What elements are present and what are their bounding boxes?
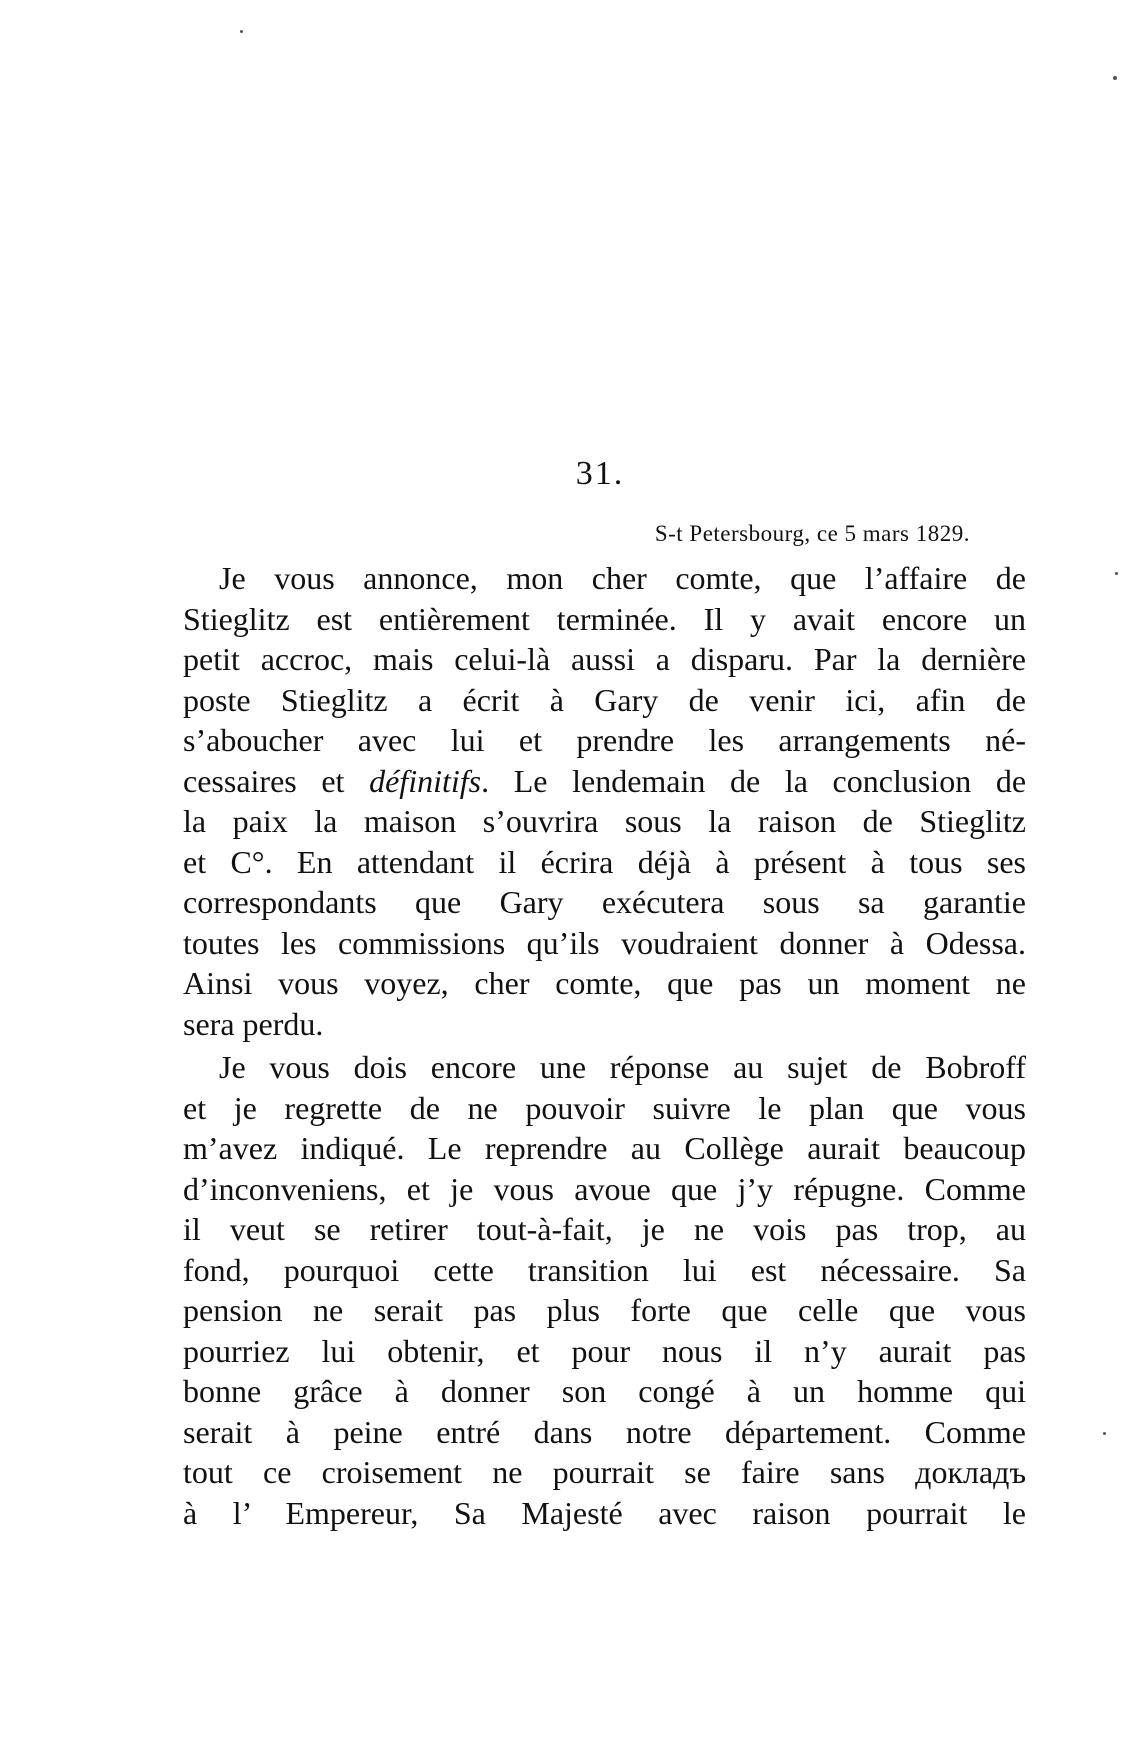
text-line: bonne grâce à donner son congé à un homme qui — [183, 1373, 1026, 1409]
scan-speck — [1113, 76, 1117, 80]
text-line: et je regrette de ne pouvoir suivre le plan que vous — [183, 1089, 1026, 1126]
text-line: il veut se retirer tout-à-fait, je ne vois pas trop, au — [183, 1211, 1026, 1247]
letter-number: 31. — [575, 455, 625, 492]
text-line: et C°. En attendant il écrira déjà à présent à tous ses — [183, 843, 1026, 880]
text-line: Je vous annonce, mon cher comte, que l’affaire de — [219, 560, 1026, 596]
text-line: toutes les commissions qu’ils voudraient donner à Odessa. — [183, 924, 1026, 961]
text-line: tout ce croisement ne pourrait se faire sans докладъ — [183, 1454, 1026, 1490]
text-line: Stieglitz est entièrement terminée. Il y avait encore un — [183, 600, 1026, 637]
text-line: correspondants que Gary exécutera sous sa garantie — [183, 884, 1026, 920]
text-line: sera perdu. — [183, 1005, 324, 1042]
text-line: Ainsi vous voyez, cher comte, que pas un moment ne — [183, 965, 1026, 1001]
scan-speck — [1115, 572, 1118, 575]
text-line: Je vous dois encore une réponse au sujet de Bobroff — [219, 1049, 1026, 1085]
text-segment: . Le lendemain de la conclusion de — [481, 762, 1026, 799]
text-segment: cessaires et — [183, 762, 345, 799]
text-line: d’inconveniens, et je vous avoue que j’y répugne. Comme — [183, 1170, 1026, 1207]
text-line: pourriez lui obtenir, et pour nous il n’y aurait pas — [183, 1332, 1026, 1369]
italic-word: définitifs — [369, 762, 482, 799]
text-line: fond, pourquoi cette transition lui est nécessaire. Sa — [183, 1251, 1026, 1288]
text-line: s’aboucher avec lui et prendre les arrangements né- — [183, 722, 1026, 758]
text-line: m’avez indiqué. Le reprendre au Collège aurait beaucoup — [183, 1130, 1026, 1166]
text-line: poste Stieglitz a écrit à Gary de venir ici, afin de — [183, 681, 1026, 718]
text-line: serait à peine entré dans notre département. Comme — [183, 1413, 1026, 1450]
scan-speck — [240, 30, 243, 33]
text-line: petit accroc, mais celui-là aussi a disparu. Par la dernière — [183, 641, 1026, 677]
dateline: S-t Petersbourg, ce 5 mars 1829. — [654, 521, 970, 546]
text-line: à l’ Empereur, Sa Majesté avec raison pourrait le — [183, 1494, 1026, 1531]
scan-speck — [1103, 1432, 1106, 1435]
text-line-mixed — [183, 761, 1026, 802]
text-line: pension ne serait pas plus forte que celle que vous — [183, 1292, 1026, 1328]
letter-body — [183, 558, 1026, 1533]
paragraph-2 — [183, 1047, 1026, 1533]
text-line: la paix la maison s’ouvrira sous la raison de Stieglitz — [183, 803, 1026, 839]
paragraph-1 — [183, 558, 1026, 1044]
